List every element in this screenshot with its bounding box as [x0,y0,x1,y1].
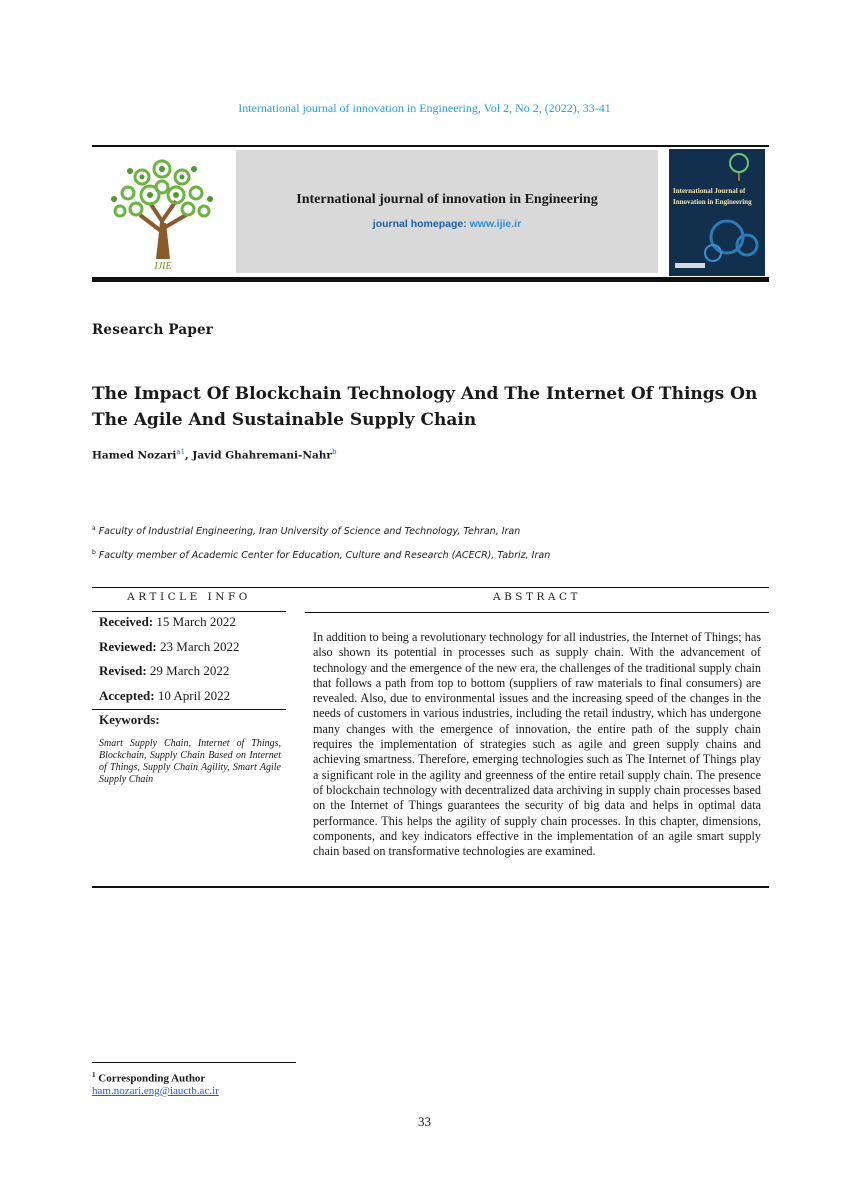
cover-title: International Journal of Innovation in Engineering [673,187,752,206]
received-date [99,614,236,630]
author-affiliation-mark: b [331,448,337,456]
revised-date [99,663,229,679]
date-label: Revised: [99,663,147,678]
date-value: 15 March 2022 [156,614,236,629]
abstract-heading-rule [305,612,769,613]
accepted-date [99,688,230,704]
paper-title: The Impact Of Blockchain Technology And The Internet Of Things On The Agile And Sustainable Supply Chain [92,384,758,430]
date-label: Received: [99,614,154,629]
homepage-link[interactable]: www.ijie.ir [469,218,522,230]
journal-name: International journal of innovation in Engineering [296,192,598,207]
logo-caption: IJIE [154,261,172,272]
affiliation-a [92,525,520,537]
affiliation-text: Faculty member of Academic Center for Education, Culture and Research (ACECR), Tabriz, Iran [98,550,551,562]
keywords-heading: Keywords: [99,712,160,727]
affiliation-text: Faculty of Industrial Engineering, Iran University of Science and Technology, Tehran, Iran [98,526,521,538]
affiliation-mark: b [92,549,96,556]
author-separator: , [185,449,193,462]
homepage-label: journal homepage: [372,218,470,230]
banner-bottom-rule [92,277,769,282]
dates-bottom-rule [92,709,286,710]
footnote-mark: 1 [92,1071,96,1079]
date-label: Reviewed: [99,639,157,654]
banner-top-rule [92,145,769,147]
affiliation-mark: a [92,525,96,532]
footnote-rule [92,1062,296,1063]
table-bottom-rule [92,886,769,888]
author-name: Hamed Nozari [92,449,177,462]
corresponding-author-email[interactable]: ham.nozari.eng@iauctb.ac.ir [92,1085,219,1097]
date-value: 10 April 2022 [157,688,231,703]
table-top-rule [92,587,769,588]
affiliation-b [92,549,550,561]
article-info-heading: ARTICLE INFO [127,591,251,603]
cover-art-icon [669,149,765,276]
author-name: Javid Ghahremani-Nahr [192,449,332,462]
date-value: 23 March 2022 [160,639,240,654]
paper-type: Research Paper [92,322,214,338]
journal-reference: International journal of innovation in Engineering, Vol 2, No 2, (2022), 33-41 [238,101,611,115]
abstract-heading: ABSTRACT [492,591,582,603]
corresponding-author-note [92,1071,205,1085]
tree-gear-icon [100,151,226,261]
journal-banner [92,145,769,282]
journal-logo [100,151,226,275]
date-label: Accepted: [99,688,155,703]
article-info-heading-rule [92,611,286,612]
date-value: 29 March 2022 [149,663,230,678]
author-affiliation-mark: a1 [176,448,186,456]
footnote-label: Corresponding Author [98,1072,206,1085]
journal-cover-image [669,149,765,276]
abstract-body: In addition to being a revolutionary technology for all industries, the Internet of Things; has also shown its potential in processes such as supply chain. With the advancement of technology and the emergence of the new era, the challenges of the traditional supply chain that follows a path from top to bottom (suppliers of raw materials to final consumers) are revealed. Also, due to environmental issues and the increasing speed of the changes in the needs of customers in various industries, including the retail industry, which has undergone many changes with the emergence of innovation, the entire path of the supply chain requires the implementation of strategies such as agile and green supply chains and achieving smartness. Therefore, emerging technologies such as The Internet of Things play a significant role in the agility and greenness of the entire retail supply chain. The presence of blockchain technology with decentralized data archiving in supply chain processes based on the Internet of Things guarantees the security of big data and helps in optimal data performance. This helps the agility of supply chain processes. In this chapter, dimensions, components, and key indicators effective in the implementation of an agile smart supply chain based on transformative technologies are examined. [313,630,761,859]
author-list [92,448,336,462]
journal-homepage [236,218,658,230]
keywords-list: Smart Supply Chain, Internet of Things, Blockchain, Supply Chain Based on Internet of Things, Supply Chain Agility, Smart Agile Supply Chain [99,738,281,785]
reviewed-date [99,639,239,655]
page-number: 33 [418,1114,431,1129]
journal-title-box [236,150,658,273]
